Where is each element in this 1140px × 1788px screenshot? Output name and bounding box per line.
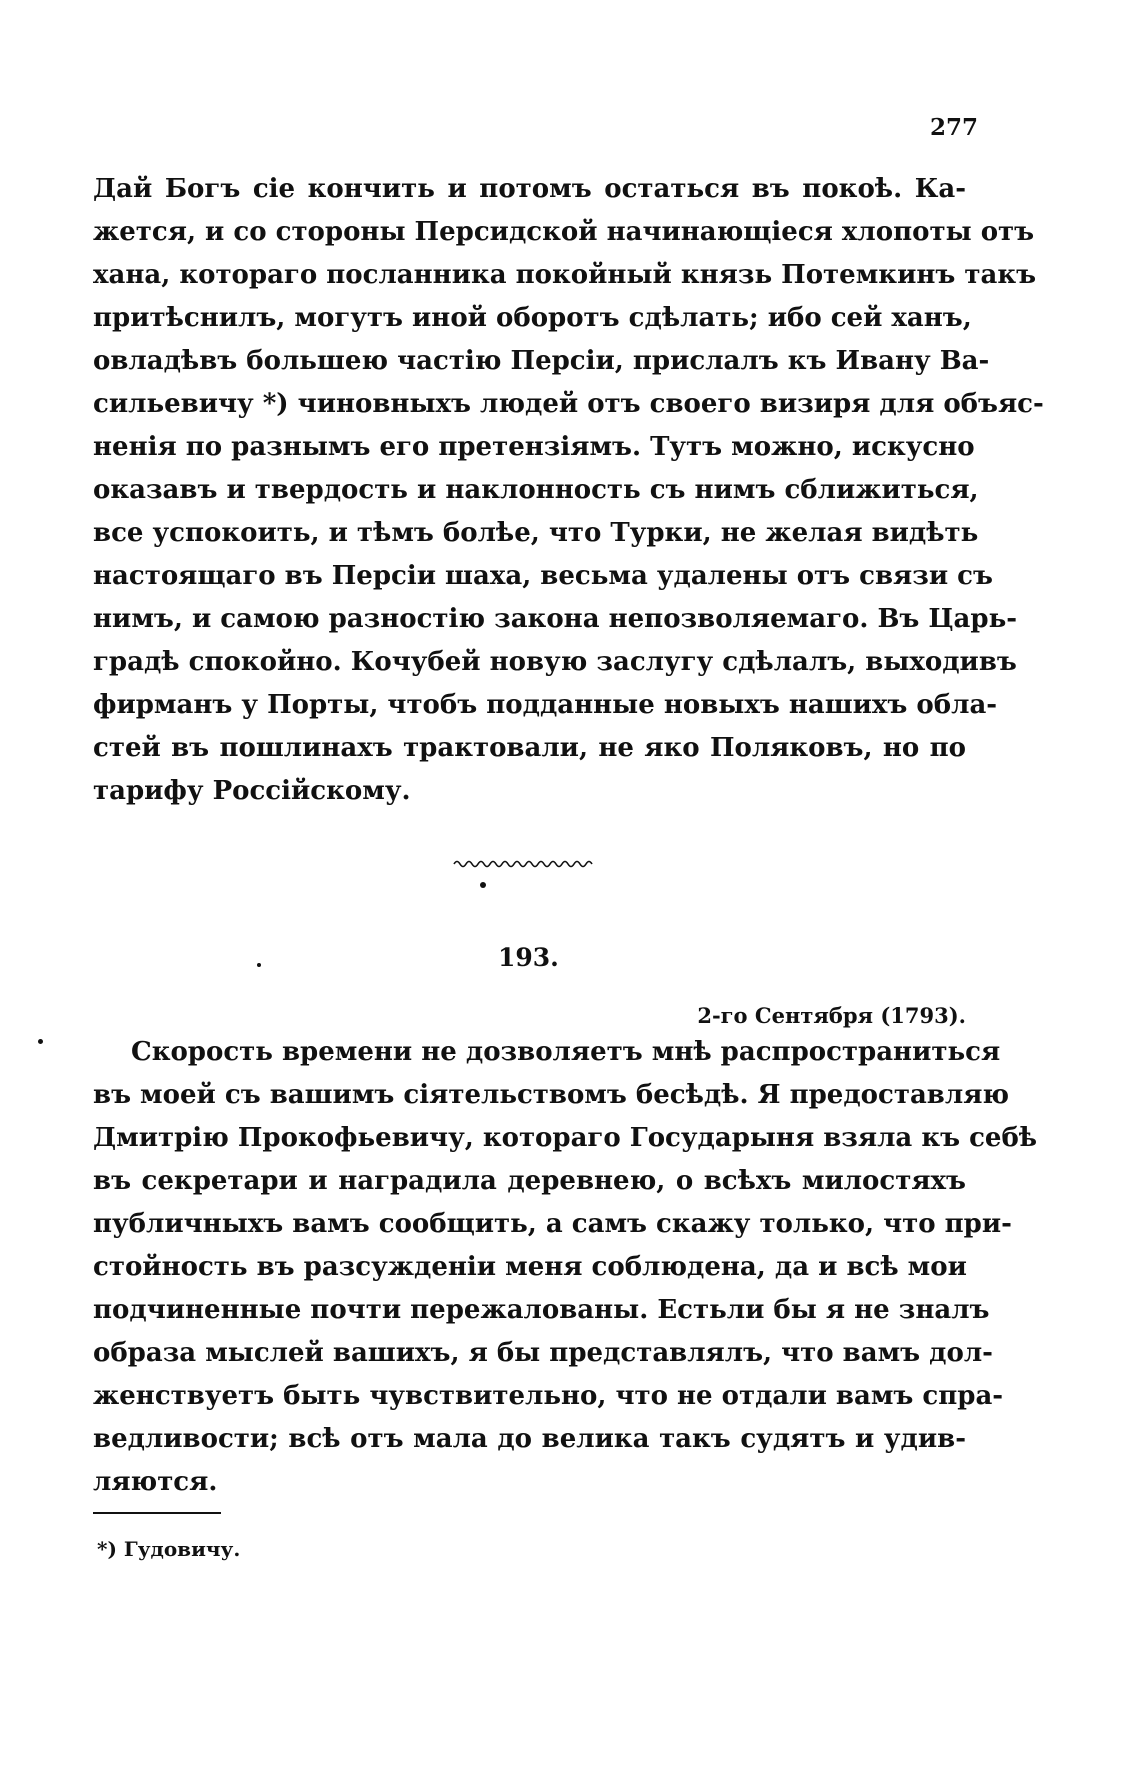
text-line: жется, и со стороны Персидской начинающіеся хлопоты отъ xyxy=(93,217,1035,247)
text-line: хана, котораго посланника покойный князь Потемкинъ такъ xyxy=(93,260,1037,290)
text-line: все успокоить, и тѣмъ болѣе, что Турки, не желая видѣть xyxy=(93,518,979,548)
footnote: *) Гудовичу. xyxy=(97,1537,241,1561)
text-line: въ моей съ вашимъ сіятельствомъ бесѣдѣ. Я предоставляю xyxy=(93,1080,1010,1110)
text-line: ненія по разнымъ его претензіямъ. Тутъ можно, искусно xyxy=(93,432,975,462)
text-line: въ секретари и наградила деревнею, о всѣхъ милостяхъ xyxy=(93,1166,966,1196)
text-line: нимъ, и самою разностію закона непозволяемаго. Въ Царь- xyxy=(93,604,1018,634)
text-line: настоящаго въ Персіи шаха, весьма удалены отъ связи съ xyxy=(93,561,993,591)
text-line: Скорость времени не дозволяетъ мнѣ распространиться xyxy=(131,1037,1001,1067)
paragraph-1 xyxy=(93,168,1044,813)
paragraph-2 xyxy=(93,1031,1038,1504)
text-line: градѣ спокойно. Кочубей новую заслугу сдѣлалъ, выходивъ xyxy=(93,647,1017,677)
text-line: тарифу Россійскому. xyxy=(93,776,411,806)
text-line: стей въ пошлинахъ трактовали, не яко Поляковъ, но по xyxy=(93,733,966,763)
text-line: образа мыслей вашихъ, я бы представлялъ, что вамъ дол- xyxy=(93,1338,993,1368)
letter-number: 193. xyxy=(498,943,559,972)
text-line: подчиненные почти пережалованы. Естьли бы я не зналъ xyxy=(93,1295,990,1325)
letter-date: 2-го Сентября (1793). xyxy=(697,1003,966,1028)
scan-speck xyxy=(38,1039,43,1044)
page-number: 277 xyxy=(930,114,979,141)
text-line: ведливости; всѣ отъ мала до велика такъ судятъ и удив- xyxy=(93,1424,966,1454)
text-line: притѣснилъ, могутъ иной оборотъ сдѣлать; ибо сей ханъ, xyxy=(93,303,972,333)
text-line: публичныхъ вамъ сообщить, а самъ скажу только, что при- xyxy=(93,1209,1012,1239)
text-line: стойность въ разсужденіи меня соблюдена, да и всѣ мои xyxy=(93,1252,967,1282)
text-line: Дмитрію Прокофьевичу, котораго Государыня взяла къ себѣ xyxy=(93,1123,1038,1153)
text-line: оказавъ и твердость и наклонность съ нимъ сближиться, xyxy=(93,475,979,505)
text-line: женствуетъ быть чувствительно, что не отдали вамъ спра- xyxy=(93,1381,1004,1411)
text-line: Дай Богъ сіе кончить и потомъ остаться въ покоѣ. Ка- xyxy=(93,174,966,204)
text-line: сильевичу *) чиновныхъ людей отъ своего визиря для объяс- xyxy=(93,389,1044,419)
footnote-rule xyxy=(93,1512,221,1514)
text-line: овладѣвъ большею частію Персіи, прислалъ къ Ивану Ва- xyxy=(93,346,990,376)
divider-ornament xyxy=(452,850,597,890)
text-line: ляются. xyxy=(93,1467,218,1497)
scan-speck xyxy=(257,963,261,967)
text-line: фирманъ у Порты, чтобъ подданные новыхъ нашихъ обла- xyxy=(93,690,998,720)
